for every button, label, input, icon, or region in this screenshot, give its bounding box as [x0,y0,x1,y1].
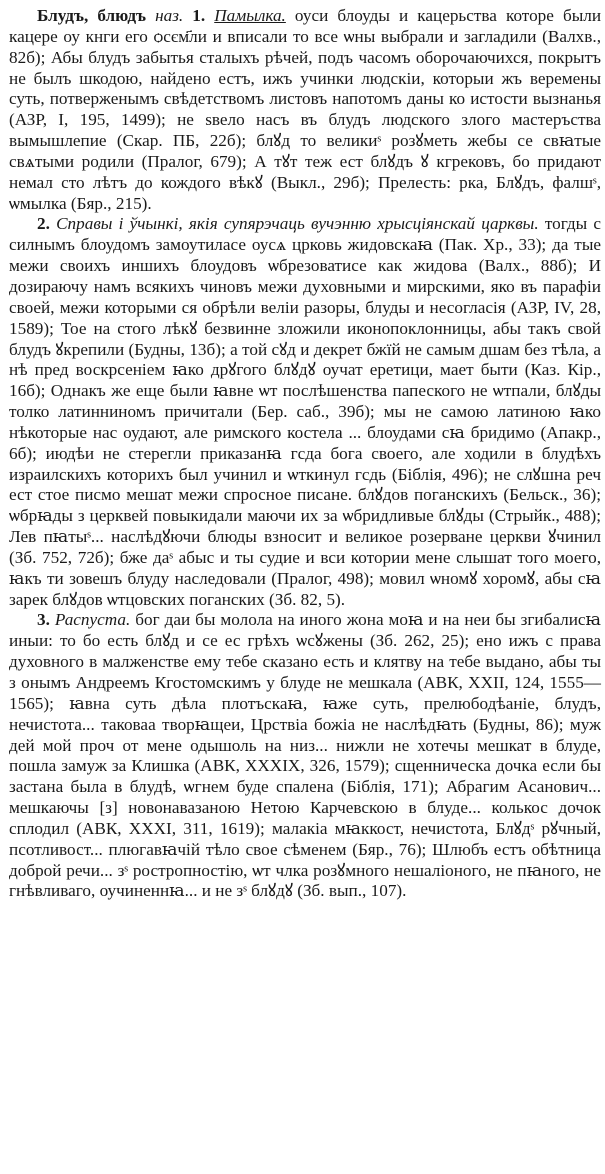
entry-headword: Блудъ, блюдъ [37,6,147,25]
sense-gloss: Памылка. [214,6,286,25]
entry-part-of-speech: наз. [155,6,184,25]
sense-citations: оуси блоуды и кацерьства которе были кацере оу кнги его ѻсєм҃ли и вписали то все ѡны выбрали и загладили (Валхв., 82б); Абы блудъ забытья сталыхъ рѣчей, подъ часомъ оборочаючихся, покрытъ не былъ шкодою, найдено естъ, ижъ учинки людскіи, которыи жъ веремены суть, потверженымъ свѣдетствомъ листовъ напотомъ даны ко истости вызнанья (АЗР, І, 195, 1499); не ѕвело насъ въ блудъ людского злого мастеръства вымышлепие (Скар. ПБ, 22б); блꙋд то великиˢ розꙋметь жебы се свꙗтые свѧтыми родили (Пралог, 679); А тꙋт теж ест блꙋдъ ꙋ кгрековъ, бо придают немал сто лѣтъ до кождого вѣкꙋ (Выкл., 29б); Прелесть: рка, Блꙋдъ, фалшˢ, ѡмылка (Бяр., 215). [9,6,602,213]
sense-number: 1. [192,6,206,25]
entry-sense-3 [9,610,601,902]
dictionary-entry [9,6,601,902]
sense-number: 2. [37,214,50,234]
entry-sense-2 [9,214,601,610]
sense-gloss: Справы і ўчынкі, якія супярэчаць вучэнню хрысціянскай царквы. [56,214,539,234]
sense-citations: бог даи бы молола на иного жона моꙗ и на неи бы згибалисꙗ иныи: то бо есть блꙋд и се ес грѣхъ ѡсꙋжены (Зб. 262, 25); ено ижъ с права духовного в малженстве ему тебе сказано есть и клятву на тебе выдано, абы ты з онымъ Андреемъ Кгостомскимъ у блуде не мешкала (АВК, XXII, 124, 1555—1565); ꙗвна суть дѣла плотъскаꙗ, ꙗже суть, прелюбодѣаніе, блудъ, нечистота... таковаа творꙗщеи, Црствіа божіа не наслѣдꙗть (Будны, 86); муж дей мой проч от мене одышоль на низ... нижли не хотечы мешкат в блуде, пошла замуж за Клишка (АВК, XXXIX, 326, 1579); сщенническа дочка если бы застана была в блудѣ, ѡгнем буде спалена (Біблія, 171); Абрагим Асанович... мешкаючы [з] новонавазаною Нетою Карчевскою в блуде... колькос дочок сплодил (АВК, XXXI, 311, 1619); малакіа мꙗккост, нечистота, Блꙋдˢ рꙋчный, псотливост... плюгавꙗчій тѣло свое сѣменем (Бяр., 76); Шлюбъ естъ обѣтница доброй речи... зˢ ростропностію, ѡт члка розꙋмного нешаліоного, не пꙗного, не гнѣвливаго, оучиненнꙗ... и не зˢ блꙋдꙋ (Зб. вып., 107). [9,610,602,901]
sense-number: 3. [37,610,50,630]
sense-gloss: Распуста. [54,610,131,630]
entry-sense-1 [9,6,601,214]
sense-citations: тогды с силнымъ блоудомъ замоутиласе оусѧ црковь жидовскаꙗ (Пак. Хр., 33); да тые межи своихъ иншихъ блоудовъ ѡбрезоватисе как жидова (Валх., 88б); И дозираючу намъ всякихъ чиновъ межи духовными и мирскими, яко въ парафіи своей, межи которыми ся обрѣли веліи разоры, блуды и несогласія (АЗР, IV, 28, 1589); Тое на стого лѣкꙋ безвинне зложили иконопоклонницы, абы такъ свой блудъ ꙋкрепили (Будны, 13б); а той сꙋд и декрет бжїй не самым дшам без тѣла, а нѣ пред воскрсеніем ꙗко дрꙋгого блꙋдꙋ оучат еретици, мает быти (Каз. Кір., 16б); Однакъ же еще были ꙗвне ѡт послѣшенства папеского не ѡтпали, блꙋды толко латинниномъ причитали (Бер. саб., 39б); мы не самою латиною ꙗко нѣкоторые нас оудают, але римского костела ... блоудами сꙗ бридимо (Апакр., 6б); июдѣи не стерегли приказанꙗ гсда бога своего, але ходили в блудѣхъ израилскихъ которихъ был учинил и ѡткинул гсдь (Біблія, 496); не слꙋшна реч ест стое писмо мешат межи спросное писане. блꙋдов поганскихъ (Бельск., 36); ѡбрꙗды з церквей повыкидали маючи их за ѡбридливые блꙋды (Стрыйк., 488); Лев пꙗтыˢ... наслѣдꙋючи блюды взносит и великое розерване церкви ꙋчинил (Зб. 752, 72б); бже даˢ абыс и ты судие и вси котории мене слышат того моего, ꙗкъ ти зовешъ блуду наследовали (Пралог, 498); мовил ѡномꙋ хоромꙋ, абы сꙗ зарек блꙋдов ѡтцовских поганских (Зб. 82, 5). [9,214,602,609]
